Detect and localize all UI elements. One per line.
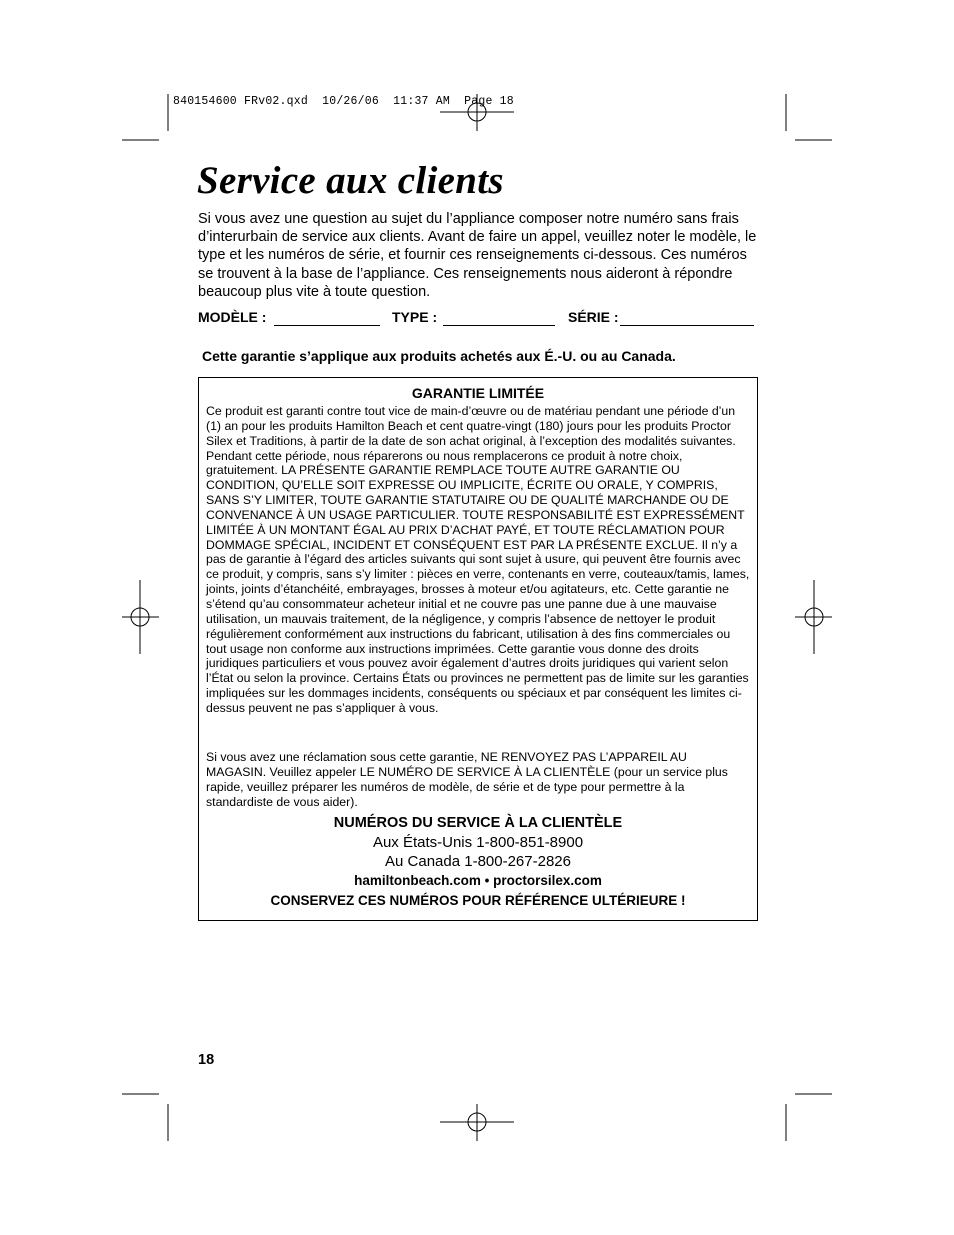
serial-blank-line — [620, 325, 754, 326]
crop-mark-bottom-right — [786, 1094, 832, 1141]
warranty-body: Ce produit est garanti contre tout vice de main-d’œuvre ou de matériau pendant une période d’un (1) an pour les produits Hamilton Beach et cent quatre-vingt (180) jours pour les produits Proctor Silex et Traditions, à partir de la date de son achat original, à l’exception des modalités suivantes. Pendant cette période, nous réparerons ou nous remplacerons ce produit à notre choix, gratuitement. LA PRÉSENTE GARANTIE REMPLACE TOUTE AUTRE GARANTIE OU CONDITION, QU’ELLE SOIT EXPRESSE OU IMPLICITE, ÉCRITE OU ORALE, Y COMPRIS, SANS S’Y LIMITER, TOUTE GARANTIE STATUTAIRE OU DE QUALITÉ MARCHANDE OU DE CONVENANCE À UN USAGE PARTICULIER. TOUTE RESPONSABILITÉ EST EXPRESSÉMENT LIMITÉE À UN MONTANT ÉGAL AU PRIX D’ACHAT PAYÉ, ET TOUTE RÉCLAMATION POUR DOMMAGE SPÉCIAL, INCIDENT ET CONSÉQUENT EST PAR LA PRÉSENTE EXCLUE. Il n’y a pas de garantie à l’égard des articles suivants qui sont sujet à usure, qui peuvent être fournis avec ce produit, y compris, sans s’y limiter : pièces en verre, contenants en verre, couteaux/tamis, lames, joints, joints d’étanchéité, embrayages, brosses à moteur et/ou agitateurs, etc. Cette garantie ne s’étend qu’au consommateur acheteur initial et ne couvre pas une panne due à une mauvaise utilisation, un mauvais traitement, de la négligence, y compris l’absence de nettoyer le produit régulièrement conformément aux instructions du fabricant, utilisation à des fins commerciales ou tout usage non conforme aux instructions imprimées. Cette garantie vous donne des droits juridiques particuliers et vous pouvez avoir également d’autres droits juridiques qui varient selon l’État ou selon la province. Certains États ou provinces ne permettent pas de limite sur les garanties impliquées sur les dommages incidents, conséquents ou spéciaux et par conséquent les limites ci-dessus peuvent ne pas s’appliquer à vous. — [206, 404, 750, 715]
type-blank-line — [443, 325, 555, 326]
warranty-claim: Si vous avez une réclamation sous cette garantie, NE RENVOYEZ PAS L’APPAREIL AU MAGASIN. Veuillez appeler LE NUMÉRO DE SERVICE À LA CLIENTÈLE (pour un service plus rapide, veuillez préparer les numéros de modèle, de série et de type pour permettre à la standardiste de vous aider). — [206, 750, 728, 809]
warranty-scope-note: Cette garantie s’applique aux produits achetés aux É.-U. ou au Canada. — [202, 348, 676, 364]
serial-label: SÉRIE : — [568, 309, 619, 325]
print-slug: 840154600 FRv02.qxd 10/26/06 11:37 AM Page 18 — [173, 95, 514, 108]
us-phone-line: Aux États-Unis 1-800-851-8900 — [372, 834, 584, 851]
crop-mark-top-left — [122, 94, 168, 140]
keep-numbers-notice: CONSERVEZ CES NUMÉROS POUR RÉFÉRENCE ULTÉRIEURE ! — [270, 893, 686, 908]
canada-phone-line: Au Canada 1-800-267-2826 — [385, 853, 571, 870]
product-info-fields — [198, 309, 758, 329]
registration-mark-bottom — [440, 1104, 514, 1141]
type-label: TYPE : — [392, 309, 438, 325]
crop-mark-bottom-left — [122, 1094, 168, 1141]
warranty-title: GARANTIE LIMITÉE — [411, 385, 545, 401]
service-numbers-heading: NUMÉROS DU SERVICE À LA CLIENTÈLE — [333, 815, 623, 831]
intro-paragraph: Si vous avez une question au sujet du l’appliance composer notre numéro sans frais d’interurbain de service aux clients. Avant de faire un appel, veuillez noter le modèle, le type et les numéros de série, et fournir ces renseignements ci-dessous. Ces numéros se trouvent à la base de l’appliance. Ces renseignements nous aideront à répondre beaucoup plus vite à toute question. — [198, 211, 757, 300]
model-blank-line — [274, 325, 380, 326]
page-number: 18 — [198, 1052, 215, 1068]
registration-mark-right — [795, 580, 832, 654]
page-title: Service aux clients — [197, 159, 504, 202]
crop-mark-top-right — [786, 94, 832, 140]
registration-mark-left — [122, 580, 159, 654]
model-label: MODÈLE : — [198, 309, 267, 325]
warranty-box — [198, 377, 758, 921]
websites-line: hamiltonbeach.com • proctorsilex.com — [354, 873, 602, 888]
